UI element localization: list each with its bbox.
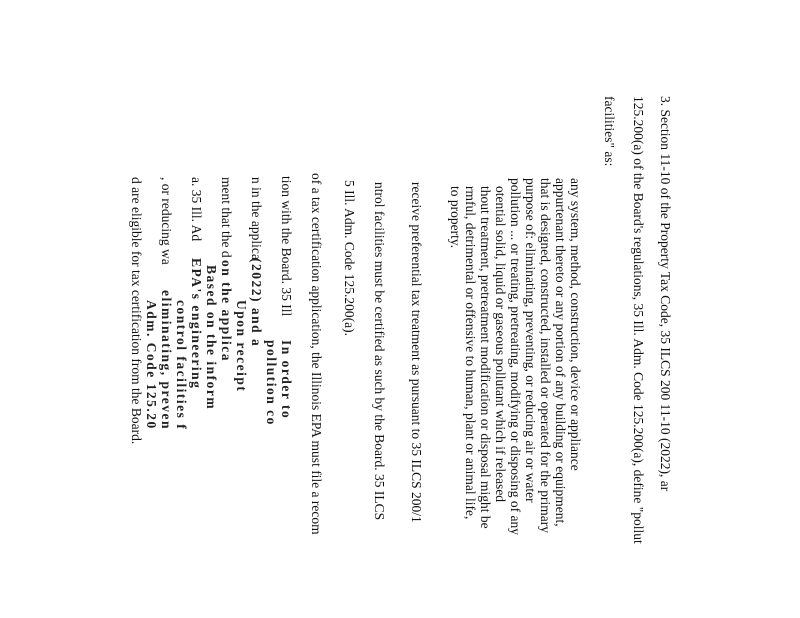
overprint-line: on the applica bbox=[219, 260, 234, 363]
text-line: 125.200(a) of the Board's regulations, 35 Ill. Adm. Code 125.200(a), define "pollut bbox=[631, 96, 646, 544]
overprint-line: control facilities f bbox=[174, 300, 189, 431]
quote-line: otential solid, liquid or gaseous pollutant which if released bbox=[493, 186, 508, 503]
overprint-line: pollution co bbox=[264, 340, 279, 426]
quote-line: appurtenant thereto or any portion of any building or equipment, bbox=[553, 178, 568, 527]
overprint-line: Adm. Code 125.20 bbox=[144, 300, 159, 430]
quote-line: that is designed, constructed, installed or operated for the primary bbox=[538, 178, 553, 534]
quote-line: thout treatment, pretreatment modification or disposal might be bbox=[478, 186, 493, 529]
text-line: 3. Section 11-10 of the Property Tax Code, 35 ILCS 200 11-10 (2022), ar bbox=[658, 96, 673, 492]
overprint-line: In order to bbox=[279, 340, 294, 420]
text-line: n in the applica bbox=[249, 177, 264, 260]
quote-line: purpose of: eliminating, preventing, or reducing air or water bbox=[523, 178, 538, 503]
overprint-line: (2022) and a bbox=[249, 258, 264, 348]
text-line: of a tax certification application, the Illinois EPA must file a recom bbox=[309, 173, 324, 535]
overprint-line: Upon receipt bbox=[234, 300, 249, 393]
text-line: 5 Ill. Adm. Code 125.200(a). bbox=[342, 180, 357, 336]
overprint-line: EPA's engineering bbox=[189, 258, 204, 390]
quote-line: to property. bbox=[448, 186, 463, 249]
text-line: facilities" as: bbox=[602, 96, 617, 167]
text-line: , or reducing wa bbox=[159, 177, 174, 265]
text-line: ment that the d bbox=[219, 177, 234, 258]
text-line: a. 35 Ill. Ad bbox=[189, 177, 204, 242]
quote-line: any system, method, construction, device or appliance bbox=[568, 178, 583, 471]
text-line: receive preferential tax treatment as pursuant to 35 ILCS 200/1 bbox=[409, 182, 424, 523]
text-line: ntrol facilities must be certified as such by the Board. 35 ILCS bbox=[372, 182, 387, 521]
overprint-line: eliminating, preven bbox=[159, 290, 174, 431]
text-line: d are eligible for tax certification from the Board. bbox=[129, 177, 144, 445]
quote-line: rmful, detrimental or offensive to human, plant or animal life, bbox=[463, 186, 478, 520]
quote-line: pollution ... or treating, pretreating, modifying or disposing of any bbox=[508, 178, 523, 535]
overprint-line: Based on the inform bbox=[204, 265, 219, 411]
text-line: tion with the Board. 35 Ill bbox=[279, 176, 294, 317]
